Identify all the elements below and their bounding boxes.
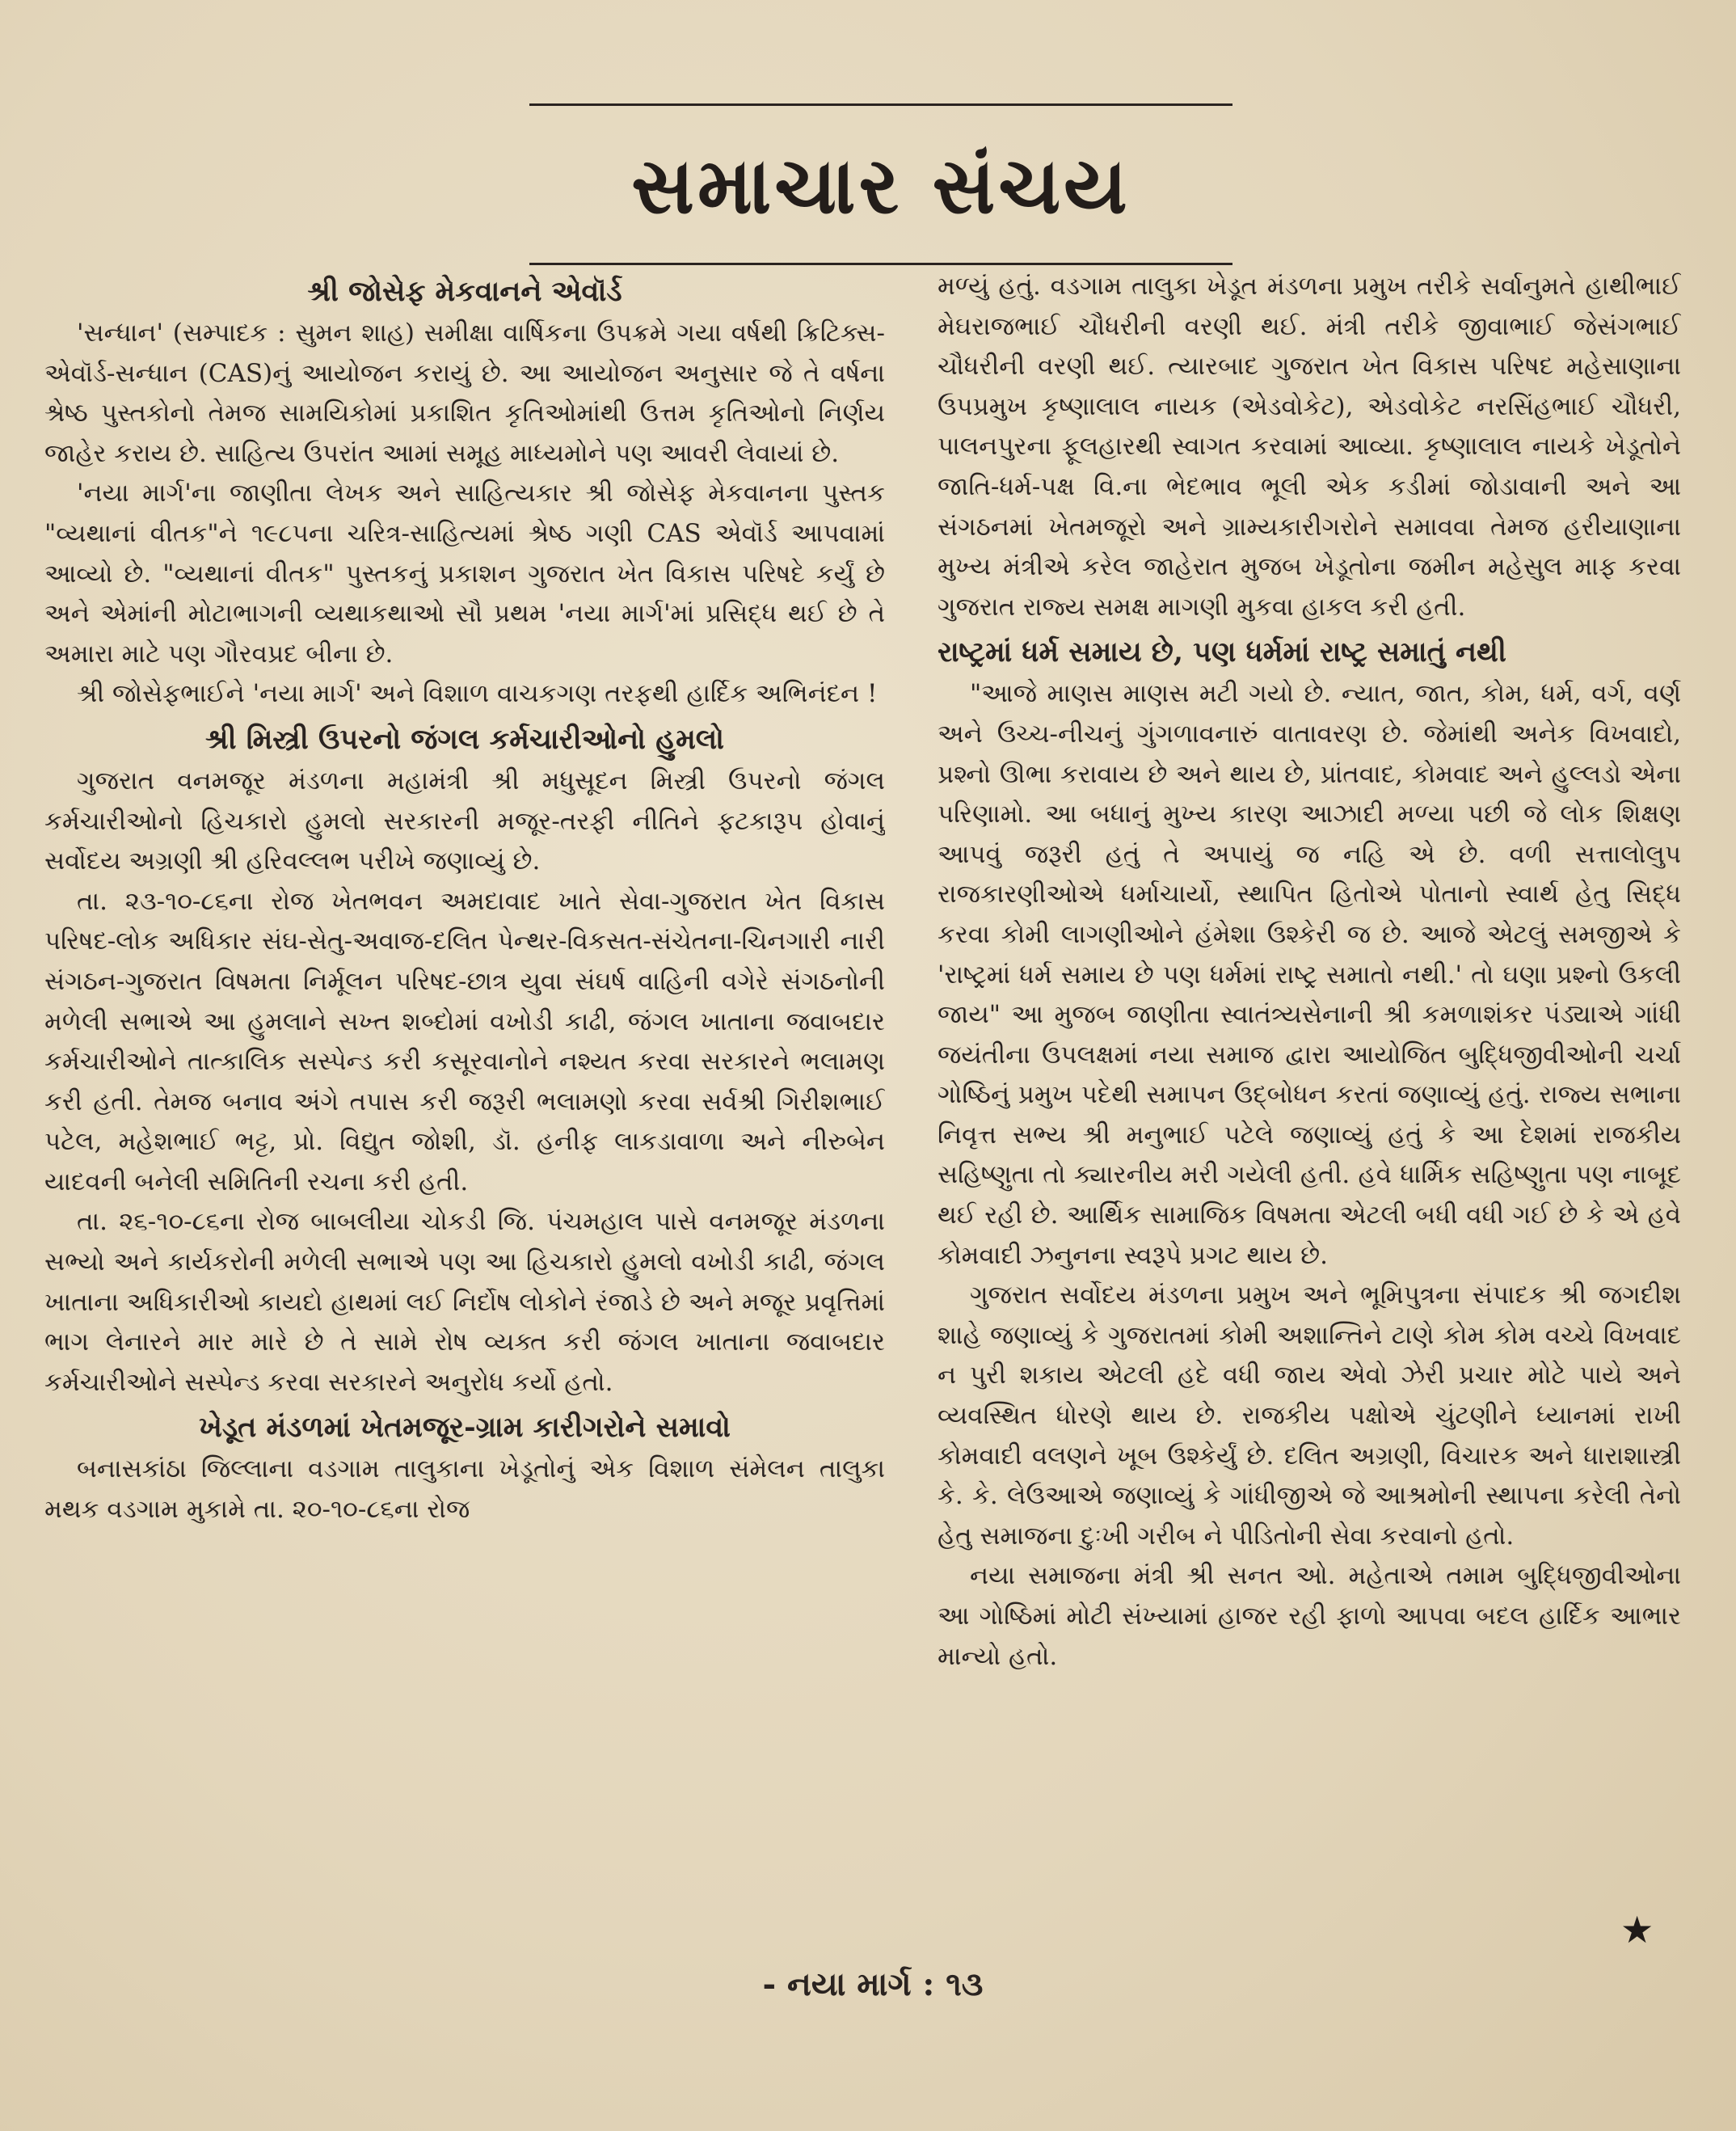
- paragraph-continued: મળ્યું હતું. વડગામ તાલુકા ખેડૂત મંડળના પ્રમુખ તરીકે સર્વાનુમતે હાથીભાઈ મેઘરાજભાઈ ચૌધરીની વરણી થઈ. મંત્રી તરીકે જીવાભાઈ જેસંગભાઈ ચૌધરીની વરણી થઈ. ત્યારબાદ ગુજરાત ખેત વિકાસ પરિષદ મહેસાણાના ઉપપ્રમુખ કૃષ્ણાલાલ નાયક (એડવોકેટ), એડવોકેટ નરસિંહભાઈ ચૌધરી, પાલનપુરના ફૂલહારથી સ્વાગત કરવામાં આવ્યા. કૃષ્ણાલાલ નાયકે ખેડૂતોને જાતિ-ધર્મ-પક્ષ વિ.ના ભેદભાવ ભૂલી એક કડીમાં જોડાવાની અને આ સંગઠનમાં ખેતમજૂરો અને ગ્રામ્યકારીગરોને સમાવવા તેમજ હરીયાણાના મુખ્ય મંત્રીએ કરેલ જાહેરાત મુજબ ખેડૂતોના જમીન મહેસુલ માફ કરવા ગુજરાત રાજ્ય સમક્ષ માગણી મુકવા હાકલ કરી હતી.: [938, 272, 1681, 622]
- paragraph: 'સન્ધાન' (સમ્પાદક : સુમન શાહ) સમીક્ષા વાર્ષિકના ઉપક્રમે ગયા વર્ષથી ક્રિટિક્સ-એવૉર્ડ-સન્ધાન (CAS)નું આયોજન કરાયું છે. આ આયોજન અનુસાર જે તે વર્ષના શ્રેષ્ઠ પુસ્તકોનો તેમજ સામયિકોમાં પ્રકાશિત કૃતિઓમાંથી ઉત્તમ કૃતિઓનો નિર્ણય જાહેર કરાય છે. સાહિત્ય ઉપરાંત આમાં સમૂહ માધ્યમોને પણ આવરી લેવાયાં છે.: [44, 319, 885, 468]
- paragraph: ગુજરાત વનમજૂર મંડળના મહામંત્રી શ્રી મધુસૂદન મિસ્ત્રી ઉપરનો જંગલ કર્મચારીઓનો હિચકારો હુમલો સરકારની મજૂર-તરફી નીતિને ફટકારૂપ હોવાનું સર્વોદય અગ્રણી શ્રી હરિવલ્લભ પરીખે જણાવ્યું છે.: [44, 766, 885, 876]
- paragraph: નયા સમાજના મંત્રી શ્રી સનત ઓ. મહેતાએ તમામ બુદ્ધિજીવીઓના આ ગોષ્ઠિમાં મોટી સંખ્યામાં હાજર રહી ફાળો આપવા બદલ હાર્દિક આભાર માન્યો હતો.: [938, 1561, 1681, 1671]
- paragraph: "આજે માણસ માણસ મટી ગયો છે. ન્યાત, જાત, કોમ, ધર્મ, વર્ગ, વર્ણ અને ઉચ્ચ-નીચનું ગુંગળાવનારું વાતાવરણ છે. જેમાંથી અનેક વિખવાદો, પ્રશ્નો ઊભા કરાવાય છે અને થાય છે, પ્રાંતવાદ, કોમવાદ અને હુલ્લડો એના પરિણામો. આ બધાનું મુખ્ય કારણ આઝાદી મળ્યા પછી જે લોક શિક્ષણ આપવું જરૂરી હતું તે અપાયું જ નહિ એ છે. વળી સત્તાલોલુપ રાજકારણીઓએ ધર્માચાર્યો, સ્થાપિત હિતોએ પોતાનો સ્વાર્થ હેતુ સિદ્ધ કરવા કોમી લાગણીઓને હંમેશા ઉશ્કેરી જ છે. આજે એટલું સમજીએ કે 'રાષ્ટ્રમાં ધર્મ સમાય છે પણ ધર્મમાં રાષ્ટ્ર સમાતો નથી.' તો ઘણા પ્રશ્નો ઉકલી જાય" આ મુજબ જાણીતા સ્વાતંત્ર્યસેનાની શ્રી કમળાશંકર પંડ્યાએ ગાંધી જયંતીના ઉપલક્ષમાં નયા સમાજ દ્વારા આયોજિત બુદ્ધિજીવીઓની ચર્ચા ગોષ્ઠિનું પ્રમુખ પદેથી સમાપન ઉદ્બોધન કરતાં જણાવ્યું હતું. રાજ્ય સભાના નિવૃત્ત સભ્ય શ્રી મનુભાઈ પટેલે જણાવ્યું હતું કે આ દેશમાં રાજકીય સહિષ્ણુતા તો ક્યારનીય મરી ગયેલી હતી. હવે ધાર્મિક સહિષ્ણુતા પણ નાબૂદ થઈ રહી છે. આર્થિક સામાજિક વિષમતા એટલી બધી વધી ગઈ છે કે એ હવે કોમવાદી ઝનુનના સ્વરૂપે પ્રગટ થાય છે.: [938, 679, 1681, 1270]
- paragraph: બનાસકાંઠા જિલ્લાના વડગામ તાલુકાના ખેડૂતોનું એક વિશાળ સંમેલન તાલુકા મથક વડગામ મુકામે તા. ૨૦-૧૦-૮૬ના રોજ: [44, 1454, 885, 1525]
- page-footer: - નયા માર્ગ : ૧૩: [762, 1965, 984, 2003]
- section-heading-farmers: ખેડૂત મંડળમાં ખેતમજૂર-ગ્રામ કારીગરોને સમાવો: [199, 1411, 731, 1445]
- paragraph: તા. ૨૬-૧૦-૮૬ના રોજ બાબલીયા ચોકડી જિ. પંચમહાલ પાસે વનમજૂર મંડળના સભ્યો અને કાર્યકરોની મળેલી સભાએ પણ આ હિચકારો હુમલો વખોડી કાઢી, જંગલ ખાતાના અધિકારીઓ કાયદો હાથમાં લઈ નિર્દોષ લોકોને રંજાડે છે અને મજૂર પ્રવૃત્તિમાં ભાગ લેનારને માર મારે છે તે સામે રોષ વ્યક્ત કરી જંગલ ખાતાના જવાબદાર કર્મચારીઓને સસ્પેન્ડ કરવા સરકારને અનુરોધ કર્યો હતો.: [44, 1207, 885, 1397]
- paragraph: શ્રી જોસેફભાઈને 'નયા માર્ગ' અને વિશાળ વાચકગણ તરફથી હાર્દિક અભિનંદન !: [77, 679, 878, 709]
- paragraph: 'નયા માર્ગ'ના જાણીતા લેખક અને સાહિત્યકાર શ્રી જોસેફ મેકવાનના પુસ્તક "વ્યથાનાં વીતક"ને ૧૯૮૫ના ચરિત્ર-સાહિત્યમાં શ્રેષ્ઠ ગણી CAS એવૉર્ડ આપવામાં આવ્યો છે. "વ્યથાનાં વીતક" પુસ્તકનું પ્રકાશન ગુજરાત ખેત વિકાસ પરિષદે કર્યું છે અને એમાંની મોટાભાગની વ્યથાકથાઓ સૌ પ્રથમ 'નયા માર્ગ'માં પ્રસિદ્ધ થઈ છે તે અમારા માટે પણ ગૌરવપ્રદ બીના છે.: [44, 479, 885, 669]
- paragraph: તા. ૨૩-૧૦-૮૬ના રોજ ખેતભવન અમદાવાદ ખાતે સેવા-ગુજરાત ખેત વિકાસ પરિષદ-લોક અધિકાર સંઘ-સેતુ-અવાજ-દલિત પેન્થર-વિકસત-સંચેતના-ચિનગારી નારી સંગઠન-ગુજરાત વિષમતા નિર્મૂલન પરિષદ-છાત્ર યુવા સંઘર્ષ વાહિની વગેરે સંગઠનોની મળેલી સભાએ આ હુમલાને સખ્ત શબ્દોમાં વખોડી કાઢી, જંગલ ખાતાના જવાબદાર કર્મચારીઓને તાત્કાલિક સસ્પેન્ડ કરી કસૂરવાનોને નશ્યત કરવા સરકારને ભલામણ કરી હતી. તેમજ બનાવ અંગે તપાસ કરી જરૂરી ભલામણો કરવા સર્વશ્રી ગિરીશભાઈ પટેલ, મહેશભાઈ ભટ્ટ, પ્રો. વિદ્યુત જોશી, ડૉ. હનીફ લાકડાવાળા અને નીરુબેન યાદવની બનેલી સમિતિની રચના કરી હતી.: [44, 886, 885, 1196]
- masthead-top-rule: [529, 103, 1232, 106]
- section-heading-attack: શ્રી મિસ્ત્રી ઉપરનો જંગલ કર્મચારીઓનો હુમલો: [204, 722, 725, 756]
- section-heading-award: શ્રી જોસેફ મેકવાનને એવૉર્ડ: [307, 275, 622, 308]
- masthead-bottom-rule: [529, 263, 1232, 265]
- page-title: સમાચાર સંચય: [631, 140, 1131, 231]
- right-column: [938, 267, 1681, 1956]
- end-star-icon: ★: [1620, 1908, 1654, 1952]
- left-column: [44, 267, 885, 1956]
- paragraph: ગુજરાત સર્વોદય મંડળના પ્રમુખ અને ભૂમિપુત્રના સંપાદક શ્રી જગદીશ શાહે જણાવ્યું કે ગુજરાતમાં કોમી અશાન્તિને ટાણે કોમ કોમ વચ્ચે વિખવાદ ન પુરી શકાય એટલી હદે વધી જાય એવો ઝેરી પ્રચાર મોટે પાયે અને વ્યવસ્થિત ધોરણે થાય છે. રાજકીય પક્ષોએ ચુંટણીને ધ્યાનમાં રાખી કોમવાદી વલણને ખૂબ ઉશ્કેર્યું છે. દલિત અગ્રણી, વિચારક અને ધારાશાસ્ત્રી કે. કે. લેઉઆએ જણાવ્યું કે ગાંધીજીએ જે આશ્રમોની સ્થાપના કરેલી તેનો હેતુ સમાજના દુઃખી ગરીબ ને પીડિતોની સેવા કરવાનો હતો.: [938, 1281, 1681, 1551]
- section-heading-religion: રાષ્ટ્રમાં ધર્મ સમાય છે, પણ ધર્મમાં રાષ્ટ્ર સમાતું નથી: [938, 635, 1506, 669]
